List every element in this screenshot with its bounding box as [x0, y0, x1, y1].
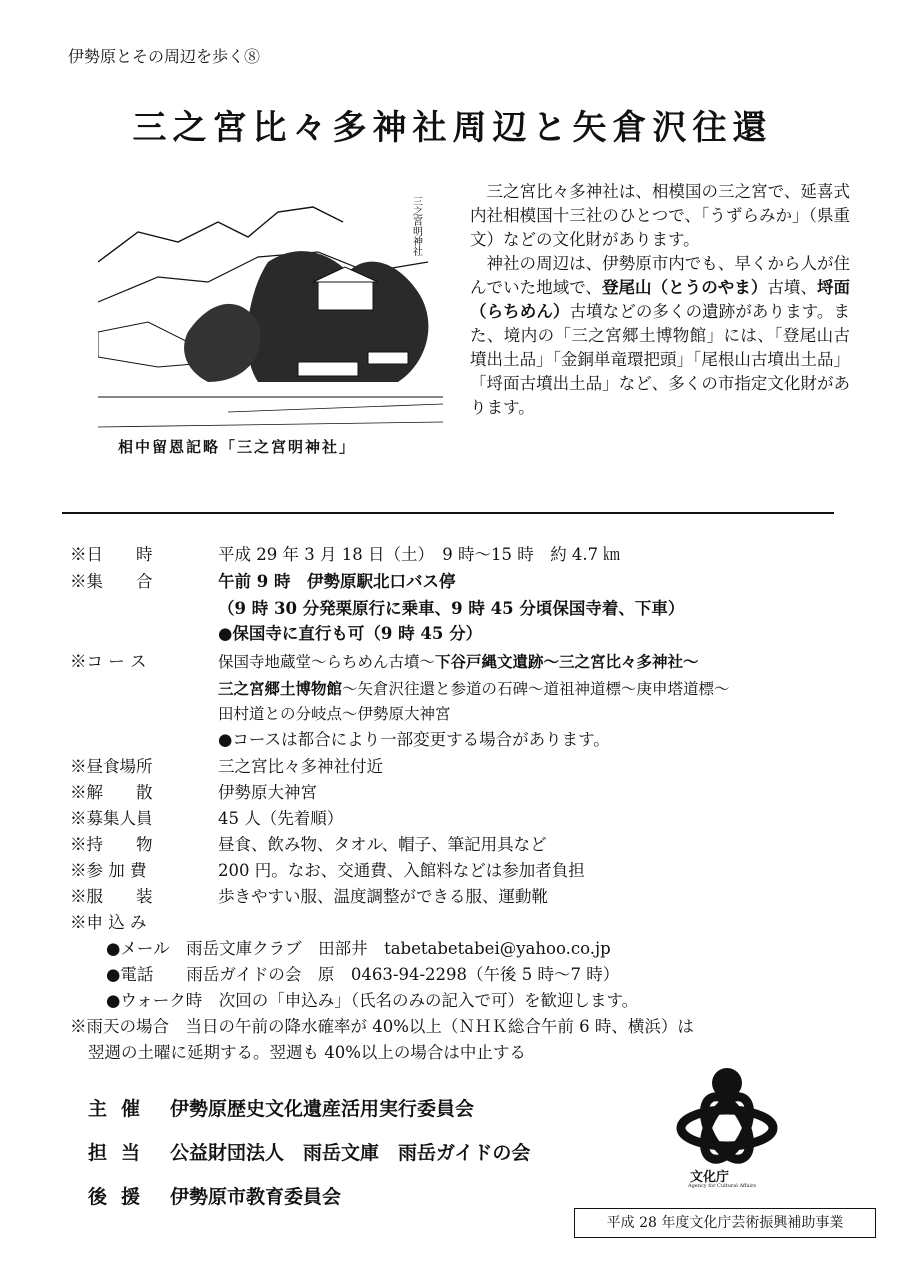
detail-belongings: ※持 物 昼食、飲み物、タオル、帽子、筆記用具など — [70, 835, 547, 854]
logo-subtitle: Agency for Cultural Affairs — [688, 1183, 757, 1189]
series-title: 伊勢原とその周辺を歩く⑧ — [68, 47, 261, 66]
detail-date: ※日 時 平成 29 年 3 月 18 日（土） 9 時〜15 時 約 4.7 ㎞ — [70, 545, 620, 564]
apply-walk: ●ウォーク時 次回の「申込み」（氏名のみの記入で可）を歓迎します。 — [106, 991, 639, 1010]
meeting-note-direct: ●保国寺に直行も可（9 時 45 分） — [218, 624, 483, 643]
organizer-charge: 担当 公益財団法人 雨岳文庫 雨岳ガイドの会 — [88, 1142, 531, 1164]
detail-clothing: ※服 装 歩きやすい服、温度調整ができる服、運動靴 — [70, 887, 548, 906]
divider — [62, 512, 834, 514]
intro-paragraph-1: 三之宮比々多神社は、相模国の三之宮で、延喜式内社相模国十三社のひとつで、「うずらみか」（県重文）などの文化財があります。 — [470, 182, 850, 249]
grant-box: 平成 28 年度文化庁芸術振興補助事業 — [574, 1208, 876, 1238]
detail-meeting: ※集 合 午前 9 時 伊勢原駅北口バス停 — [70, 572, 456, 591]
apply-email: ●メール 雨岳文庫クラブ 田部井 tabetabetabei@yahoo.co.jp — [106, 939, 611, 958]
meeting-note-bus: （9 時 30 分発栗原行に乗車、9 時 45 分頃保国寺着、下車） — [218, 599, 685, 618]
rain-policy-2: 翌週の土曜に延期する。翌週も 40%以上の場合は中止する — [88, 1043, 526, 1062]
illustration-caption: 相中留恩記略「三之宮明神社」 — [118, 438, 357, 456]
course-line-2: 三之宮郷土博物館〜矢倉沢往還と参道の石碑〜道祖神道標〜庚申塔道標〜 — [218, 679, 730, 698]
course-note: ●コースは都合により一部変更する場合があります。 — [218, 730, 610, 749]
page-title: 三之宮比々多神社周辺と矢倉沢往還 — [132, 108, 773, 148]
detail-apply: ※申 込 み — [70, 913, 147, 932]
organizer-host: 主催 伊勢原歴史文化遺産活用実行委員会 — [88, 1098, 475, 1120]
detail-course: ※コ ー ス 保国寺地蔵堂〜らちめん古墳〜下谷戸縄文遺跡〜三之宮比々多神社〜 — [70, 652, 699, 671]
rain-policy-1: ※雨天の場合 当日の午前の降水確率が 40%以上（ＮＨＫ総合午前 6 時、横浜）は — [70, 1017, 694, 1036]
apply-phone: ●電話 雨岳ガイドの会 原 0463-94-2298（午後 5 時〜7 時） — [106, 965, 620, 984]
shrine-illustration — [98, 182, 443, 452]
detail-capacity: ※募集人員 45 人（先着順） — [70, 809, 344, 828]
organizer-support: 後援 伊勢原市教育委員会 — [88, 1186, 342, 1208]
intro-text — [470, 180, 850, 420]
detail-dismissal: ※解 散 伊勢原大神宮 — [70, 783, 317, 802]
course-line-3: 田村道との分岐点〜伊勢原大神宮 — [218, 705, 451, 723]
bunkacho-logo — [672, 1066, 782, 1181]
detail-lunch: ※昼食場所 三之宮比々多神社付近 — [70, 757, 383, 776]
landscape-drawing — [98, 182, 443, 432]
intro-paragraph-2: 神社の周辺は、伊勢原市内でも、早くから人が住んでいた地域で、登尾山（とうのやま）古墳、埒面（らちめん）古墳などの多くの遺跡があります。また、境内の「三之宮郷土博物館」には、「登尾山古墳出土品」「金銅単竜環把頭」「尾根山古墳出土品」「埒面古墳出土品」など、多くの市指定文化財があります。 — [470, 254, 851, 417]
logo-name: 文化庁 — [690, 1170, 730, 1185]
illustration-inscription: 三之宮明神社 — [410, 196, 422, 256]
detail-fee: ※参 加 費 200 円。なお、交通費、入館料などは参加者負担 — [70, 861, 585, 880]
